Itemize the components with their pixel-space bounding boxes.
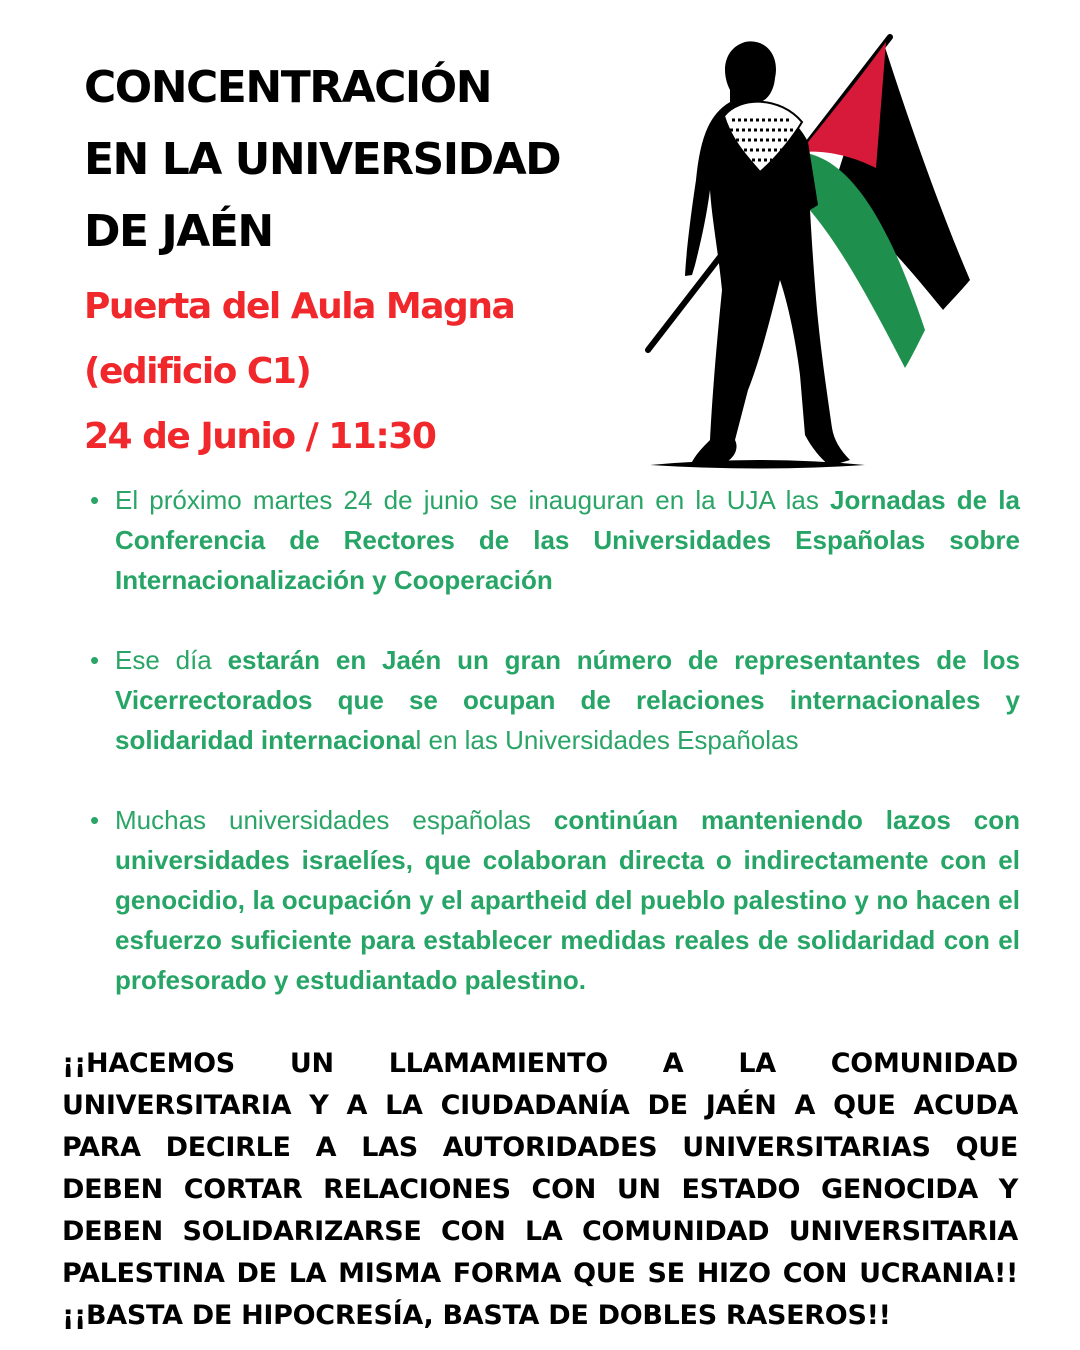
title-line-3: DE JAÉN [84,206,273,257]
bullet-dot-icon: • [90,805,100,835]
list-item [90,480,1020,600]
call-to-action: ¡¡HACEMOS UN LLAMAMIENTO A LA COMUNIDAD UNIVERSITARIA Y A LA CIUDADANÍA DE JAÉN A QUE ACUDA PARA DECIRLE A LAS AUTORIDADES UNIVERSITARIAS QUE DEBEN CORTAR RELACIONES CON UN ESTADO GENOCIDA Y DEBEN SOLIDARIZARSE CON LA COMUNIDAD UNIVERSITARIA PALESTINA DE LA MISMA FORMA QUE SE HIZO CON UCRANIA!! ¡¡BASTA DE HIPOCRESÍA, BASTA DE DOBLES RASEROS!! [62,1048,1018,1331]
point-text-plain: Ese día [115,645,228,675]
title-line-1: CONCENTRACIÓN [84,62,492,113]
event-place-line-2: (edificio C1) [84,351,311,392]
title-line-2: EN LA UNIVERSIDAD [84,134,561,185]
point-text-bold: continúan manteniendo lazos con universidades israelíes, que colaboran directa o indirectamente con el genocidio, la ocupación y el apartheid del pueblo palestino y no hacen el esfuerzo suficiente para establecer medidas reales de solidaridad con el profesorado y estudiantado palestino. [115,805,1020,995]
point-text-bold: estarán en Jaén un gran número de representantes de los Vicerrectorados que se ocupan de relaciones internacionales y solidaridad internaciona [115,645,1020,755]
point-text-plain-after: l en las Universidades Españolas [415,725,799,755]
point-text-plain: Muchas universidades españolas [115,805,554,835]
bullet-list [90,480,1020,1040]
bullet-dot-icon: • [90,485,100,515]
event-info [84,274,624,469]
list-item [90,640,1020,760]
poster-title [84,52,604,268]
point-text-plain: El próximo martes 24 de junio se inauguran en la UJA las [115,485,831,515]
list-item [90,800,1020,1000]
point-text-bold: Jornadas de la Conferencia de Rectores de las Universidades Españolas sobre Internacionalización y Cooperación [115,485,1020,595]
event-datetime: 24 de Junio / 11:30 [84,416,436,457]
bullet-dot-icon: • [90,645,100,675]
person-with-palestinian-flag-illustration [640,30,980,480]
flag-red-triangle [800,42,886,168]
event-place-line-1: Puerta del Aula Magna [84,286,515,327]
